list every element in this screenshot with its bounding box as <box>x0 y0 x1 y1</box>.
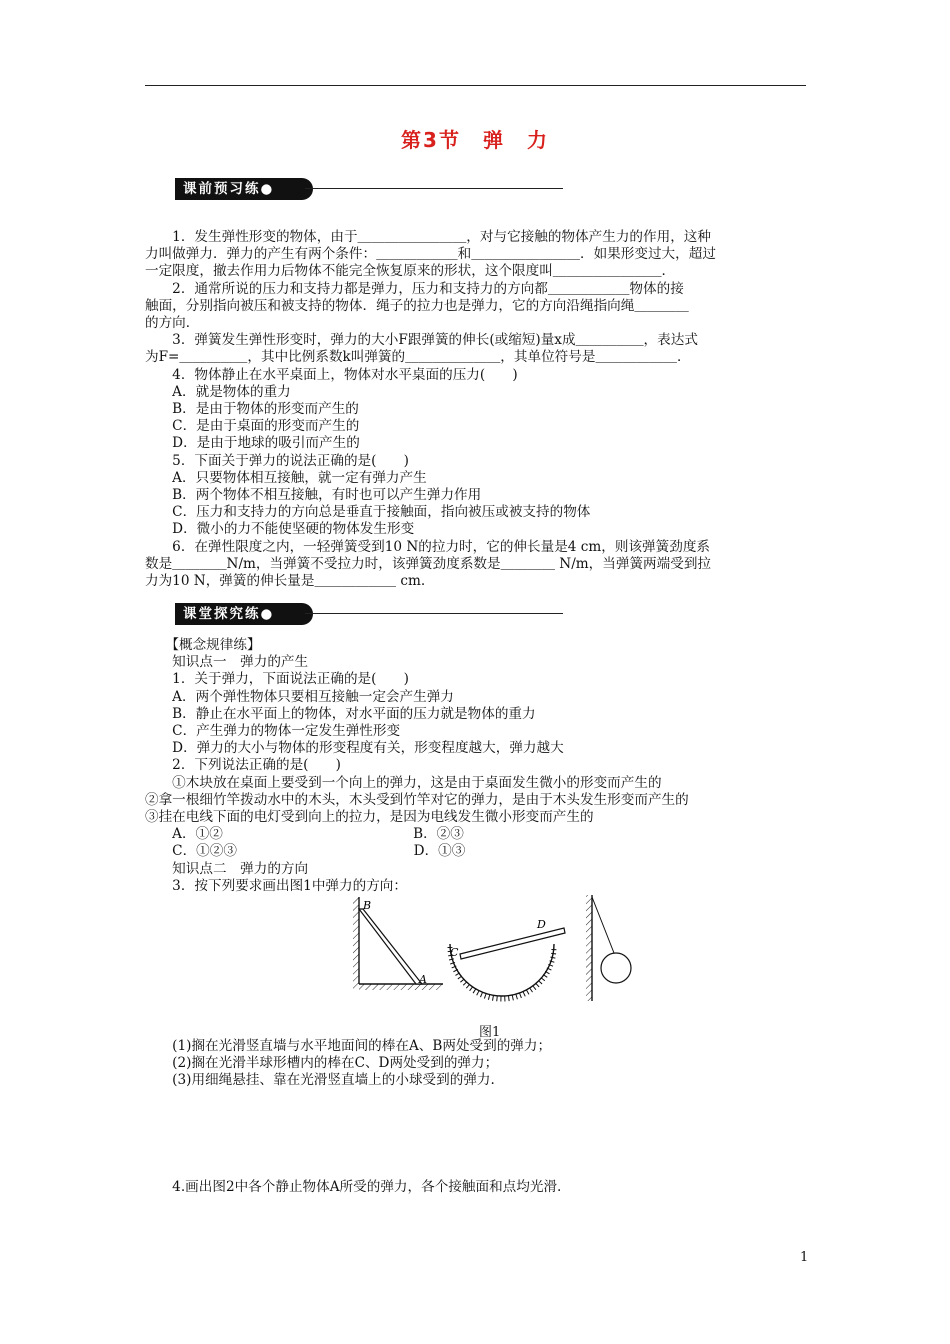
text-line: A．就是物体的重力 <box>145 383 291 400</box>
text-line: (3)用细绳悬挂、靠在光滑竖直墙上的小球受到的弹力. <box>145 1072 495 1089</box>
text-line: B．是由于物体的形变而产生的 <box>145 401 359 418</box>
text-line: C．①②③ D．①③ <box>145 843 466 860</box>
header-rule <box>145 85 806 86</box>
hanging-ball-diagram <box>586 895 631 1001</box>
text-line: 一定限度，撤去作用力后物体不能完全恢复原来的形状，这个限度叫＿＿＿＿＿＿＿＿． <box>145 263 676 280</box>
section-label-preview: 课前预习练● <box>175 178 313 200</box>
text-line: 知识点二 弹力的方向 <box>145 860 309 877</box>
text-line: 5．下面关于弹力的说法正确的是( ) <box>145 452 409 469</box>
text-line: ②拿一根细竹竿拨动水中的木头，木头受到竹竿对它的弹力，是由于木头发生形变而产生的 <box>145 791 689 808</box>
text-line: A．只要物体相互接触，就一定有弹力产生 <box>145 469 427 486</box>
text-line: (1)搁在光滑竖直墙与水平地面间的棒在A、B两处受到的弹力； <box>145 1038 552 1054</box>
label-b: B <box>363 899 372 912</box>
text-line: 知识点一 弹力的产生 <box>145 654 309 671</box>
wall-floor-rod-diagram <box>353 897 443 990</box>
text-line: 3．弹簧发生弹性形变时，弹力的大小F跟弹簧的伸长(或缩短)量x成＿＿＿＿＿，表达式 <box>145 332 698 349</box>
figure-1 <box>350 892 650 1017</box>
text-line: ①木块放在桌面上要受到一个向上的弹力，这是由于桌面发生微小的形变而产生的 <box>145 774 662 791</box>
text-line: 力叫做弹力．弹力的产生有两个条件：＿＿＿＿＿＿和＿＿＿＿＿＿＿＿．如果形变过大，超过 <box>145 246 716 263</box>
figure-questions <box>145 1038 810 1090</box>
text-line: C．产生弹力的物体一定发生弹性形变 <box>145 723 401 740</box>
classroom-exercises <box>145 637 810 895</box>
text-line: 2．通常所说的压力和支持力都是弹力，压力和支持力的方向都＿＿＿＿＿＿物体的接 <box>145 280 684 297</box>
section-label-classroom: 课堂探究练● <box>175 603 313 625</box>
text-line: 1．关于弹力，下面说法正确的是( ) <box>145 671 409 688</box>
figure-caption: 图1 <box>479 1025 501 1040</box>
text-line: 6．在弹性限度之内，一轻弹簧受到10 N的拉力时，它的伸长量是4 cm，则该弹簧劲度系 <box>145 538 711 555</box>
label-a: A <box>419 973 427 986</box>
text-line: 1．发生弹性形变的物体，由于＿＿＿＿＿＿＿＿，对与它接触的物体产生力的作用，这种 <box>145 229 711 245</box>
preview-exercises <box>145 229 810 590</box>
text-line: 触面，分别指向被压和被支持的物体．绳子的拉力也是弹力，它的方向沿绳指向绳＿＿＿＿ <box>145 297 689 314</box>
text-line: 的方向． <box>145 315 200 332</box>
text-line: A．两个弹性物体只要相互接触一定会产生弹力 <box>145 688 454 705</box>
text-line: (2)搁在光滑半球形槽内的棒在C、D两处受到的弹力； <box>145 1055 499 1072</box>
text-line: 2．下列说法正确的是( ) <box>145 757 341 774</box>
hemisphere-bowl-rod-diagram <box>450 918 565 999</box>
text-line: C．是由于桌面的形变而产生的 <box>145 418 360 435</box>
text-line: 力为10 N，弹簧的伸长量是＿＿＿＿＿＿ cm. <box>145 573 426 590</box>
text-line: 【概念规律练】 <box>145 637 261 653</box>
page-title: 第3节 弹 力 <box>401 128 549 152</box>
text-line: D．是由于地球的吸引而产生的 <box>145 435 360 452</box>
section-banner-preview <box>175 178 565 200</box>
section-rule <box>305 188 563 189</box>
text-line: ③挂在电线下面的电灯受到向上的拉力，是因为电线发生微小形变而产生的 <box>145 809 594 826</box>
text-line: D．微小的力不能使坚硬的物体发生形变 <box>145 521 415 538</box>
text-line: 为F=＿＿＿＿＿，其中比例系数k叫弹簧的＿＿＿＿＿＿＿，其单位符号是＿＿＿＿＿＿． <box>145 349 691 366</box>
section-rule <box>305 613 563 614</box>
text-line: 3．按下列要求画出图1中弹力的方向： <box>145 877 407 894</box>
text-line: B．两个物体不相互接触，有时也可以产生弹力作用 <box>145 487 482 504</box>
label-d: D <box>537 918 546 931</box>
text-line: 数是＿＿＿＿N/m，当弹簧不受拉力时，该弹簧劲度系数是＿＿＿＿ N/m，当弹簧两端受到拉 <box>145 555 712 572</box>
question-4: 4.画出图2中各个静止物体A所受的弹力，各个接触面和点均光滑. <box>145 1179 562 1195</box>
page-number: 1 <box>800 1250 809 1265</box>
text-line: C．压力和支持力的方向总是垂直于接触面，指向被压或被支持的物体 <box>145 504 591 521</box>
text-line: B．静止在水平面上的物体，对水平面的压力就是物体的重力 <box>145 705 536 722</box>
text-line: A．①② B．②③ <box>145 826 464 843</box>
text-line: D．弹力的大小与物体的形变程度有关，形变程度越大，弹力越大 <box>145 740 564 757</box>
section-banner-classroom <box>175 603 565 625</box>
label-c: C <box>450 946 459 959</box>
text-line: 4．物体静止在水平桌面上，物体对水平桌面的压力( ) <box>145 366 518 383</box>
